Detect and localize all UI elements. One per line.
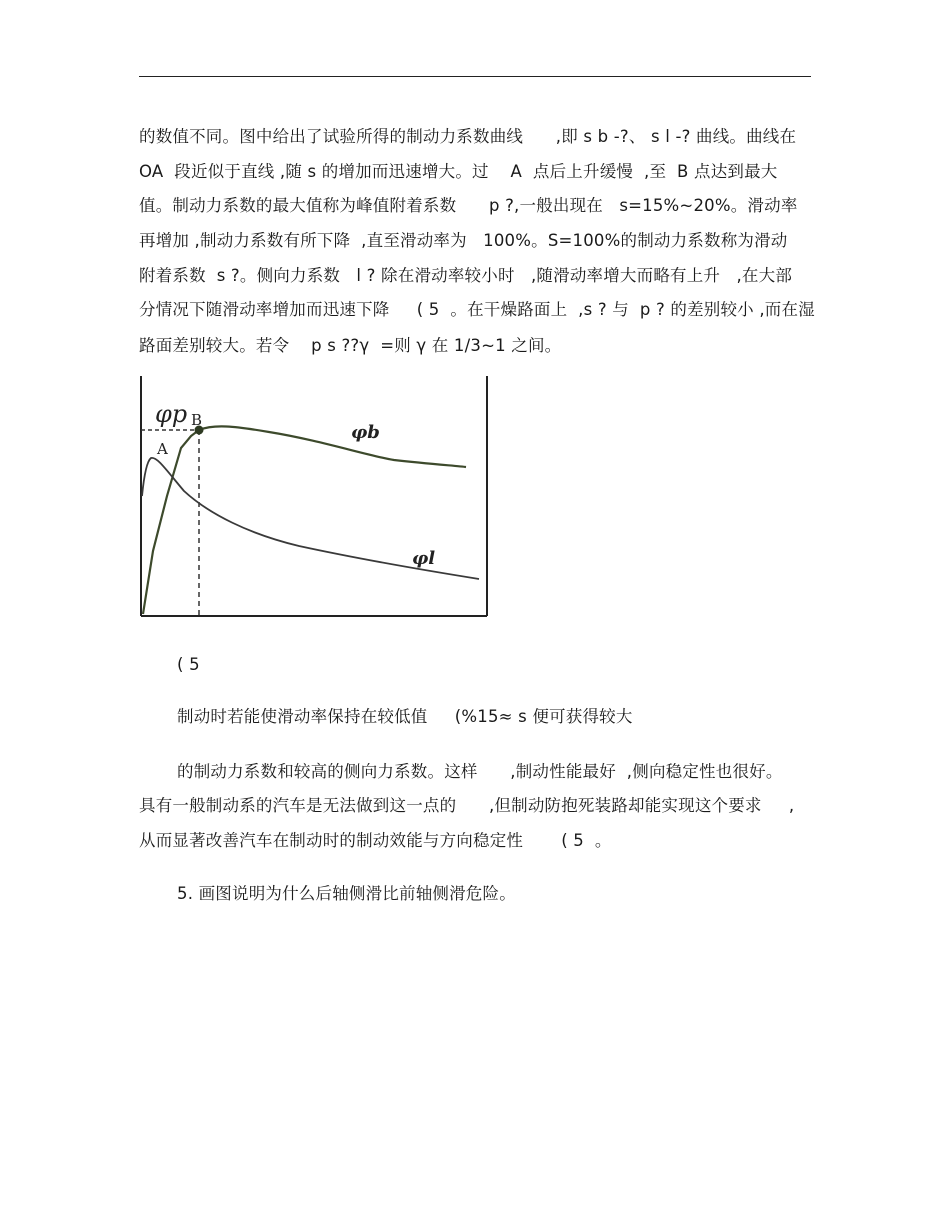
figure-caption: ( 5 (177, 655, 200, 674)
label-point-a: A (157, 440, 168, 458)
para2-line-1: 制动时若能使滑动率保持在较低值 (%15≈ s 便可获得较大 (177, 707, 633, 726)
body-line-1: 的数值不同。图中给出了试验所得的制动力系数曲线 ,即 s b -?、 s l -? 曲线。曲线在 (139, 127, 797, 146)
phi-b-curve (143, 426, 466, 614)
body-line-7: 路面差别较大。若令 p s ??γ =则 γ 在 1/3~1 之间。 (139, 336, 562, 355)
braking-force-curves (139, 376, 489, 618)
para3-line-2: 具有一般制动系的汽车是无法做到这一点的 ,但制动防抱死装路却能实现这个要求 , (139, 796, 795, 815)
header-rule (139, 76, 811, 77)
para3-line-1: 的制动力系数和较高的侧向力系数。这样 ,制动性能最好 ,侧向稳定性也很好。 (177, 762, 783, 781)
para3-line-3: 从而显著改善汽车在制动时的制动效能与方向稳定性 ( 5 。 (139, 831, 612, 850)
body-line-3: 值。制动力系数的最大值称为峰值附着系数 p ?,一般出现在 s=15%~20%。滑动率 (139, 196, 798, 215)
label-phi-l: φl (412, 548, 436, 569)
slip-ratio-figure (139, 376, 489, 618)
label-phi-b: φb (351, 422, 380, 443)
body-line-2: OA 段近似于直线 ,随 s 的增加而迅速增大。过 A 点后上升缓慢 ,至 B 点达到最大 (139, 162, 778, 181)
body-line-4: 再增加 ,制动力系数有所下降 ,直至滑动率为 100%。S=100%的制动力系数称为滑动 (139, 231, 788, 250)
label-phi-p: φp (155, 400, 188, 428)
question-5: 5. 画图说明为什么后轴侧滑比前轴侧滑危险。 (177, 884, 516, 903)
body-line-5: 附着系数 s ?。侧向力系数 l ? 除在滑动率较小时 ,随滑动率增大而略有上升 ,在大部 (139, 266, 793, 285)
label-point-b: B (191, 411, 203, 429)
body-line-6: 分情况下随滑动率增加而迅速下降 ( 5 。在干燥路面上 ,s ? 与 p ? 的差别较小 ,而在湿 (139, 300, 815, 319)
